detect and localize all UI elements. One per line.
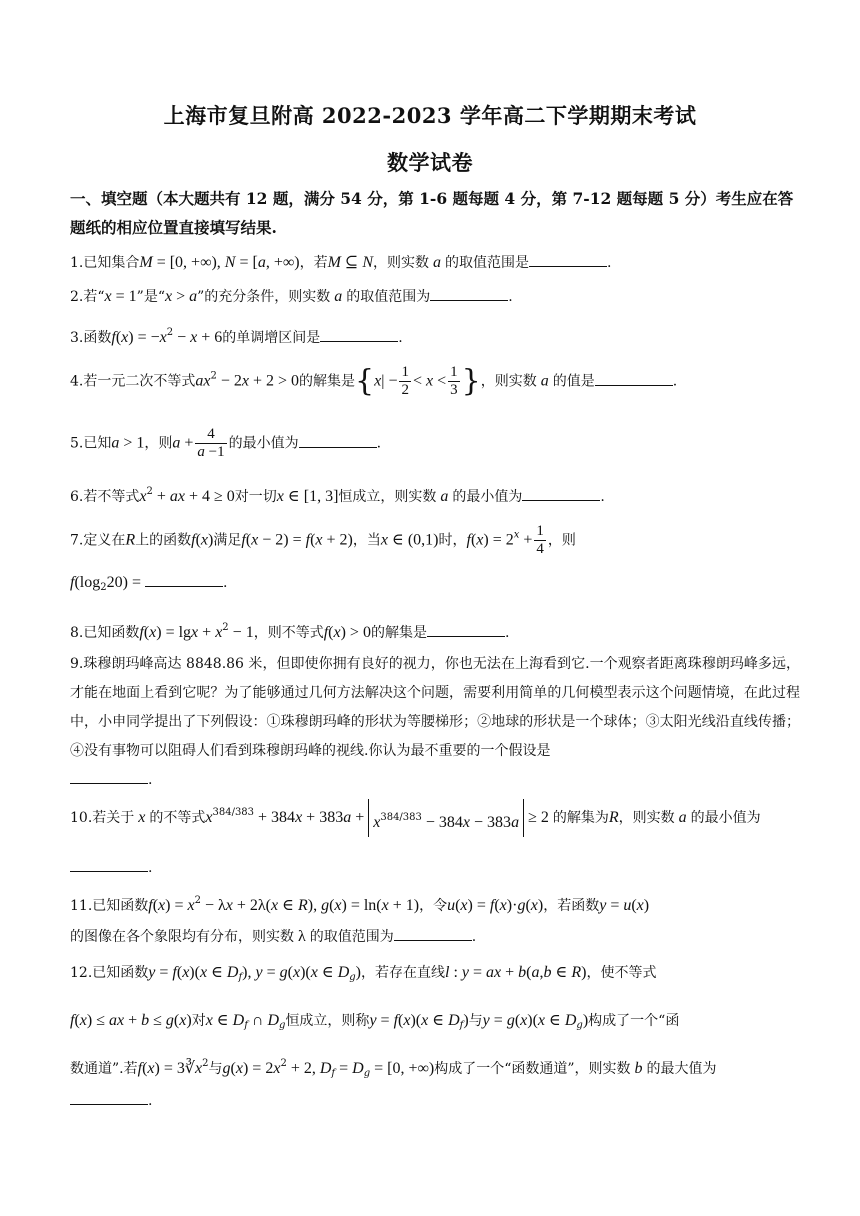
question-9: 9.珠穆朗玛峰高达 8848.86 米，但即使你拥有良好的视力，你也无法在上海看到它.一个观察者距离珠穆朗玛峰多远，才能在地面上看到它呢？为了能够通过几何方法解决这个问题，需要利用简单的几何模型表示这个问题情境，在此过程中，小申同学提出了下列假设：①珠穆朗玛峰的形状为等腰梯形；②地球的形状是一个球体；③太阳光线沿直线传播；④没有事物可以阻碍人们看到珠穆朗玛峰的视线.你认为最不重要的一个假设是 . <box>70 656 800 788</box>
answer-blank[interactable] <box>427 622 505 637</box>
answer-blank[interactable] <box>430 286 508 301</box>
question-12-line-4: . <box>70 1090 800 1112</box>
question-10-line-2: . <box>70 857 800 879</box>
question-12-line-3: 数通道”.若$f(x) = 3∛x^2$与$g(x) = 2x^2 + 2$, $D_f = D_g = [0$, +∞)构成了一个“函数通道”，则实数 b 的最大值为 <box>70 1058 717 1079</box>
exam-title: 上海市复旦附高 2022-2023 学年高二下学期期末考试 <box>163 103 697 128</box>
question-5: 5.已知a > 1，则a + $\frac{4}{a -1}$ 的最小值为 . <box>70 426 382 460</box>
answer-blank[interactable] <box>529 252 607 267</box>
section-header: 一、填空题（本大题共有 12 题，满分 54 分，第 1-6 题每题 4 分，第 7-12 题每题 5 分）考生应在答题纸的相应位置直接填写结果. <box>70 189 794 237</box>
question-7: 7.定义在R上的函数f(x)满足f(x − 2) = f(x + 2)，当x ∈ (0,1)时，$f(x) = 2^x$ + $\frac{1}{4}$ ，则 <box>70 523 576 557</box>
question-11: 11.已知函数$f(x) = x^2 - \lambda x + 2\lambda(x$ ∈ R), g(x) = ln(x + 1)，令u(x) = f(x)·g(x)，若函数y = u(x) <box>70 895 650 914</box>
answer-blank[interactable] <box>145 572 223 587</box>
question-12-line-2: f(x) ≤ ax + b ≤ g(x)对x ∈ $D_f$ ∩ $D_g$恒成立，则称y = f(x)(x ∈ $D_f$)与y = g(x)(x ∈ $D_g$)构成了一个“函 <box>70 1012 680 1031</box>
answer-blank[interactable] <box>595 371 673 386</box>
answer-blank[interactable] <box>70 857 148 872</box>
question-6: 6.若不等式$x^2$ + ax + 4 ≥ 0对一切x ∈ [1, 3]恒成立，则实数 a 的最小值为 . <box>70 486 605 505</box>
question-3: 3.函数$f(x) = -x^2 - x + 6$的单调增区间是 . <box>70 327 403 346</box>
question-1: 1.已知集合M = [0, +∞), N = [a, +∞)，若M ⊆ N，则实数 a 的取值范围是 . <box>70 254 612 271</box>
answer-blank[interactable] <box>522 486 600 501</box>
question-8: 8.已知函数$f(x) = \lg x + x^2 - 1$，则不等式f(x) > 0的解集是 . <box>70 622 510 641</box>
answer-blank[interactable] <box>299 433 377 448</box>
answer-blank[interactable] <box>394 926 472 941</box>
question-2: 2.若“x = 1”是“x > a”的充分条件，则实数 a 的取值范围为 . <box>70 288 513 305</box>
question-10: 10.若关于 x 的不等式$x^{384/383} + 384x + 383a + x^{384/383} - 384x - 383a \ge 2$ 的解集为R，则实数 a 的最小值为 <box>70 799 800 837</box>
question-7-line-2: $f(\log_220)$ = . <box>70 574 228 593</box>
answer-blank[interactable] <box>70 1090 148 1105</box>
answer-blank[interactable] <box>320 327 398 342</box>
exam-subtitle: 数学试卷 <box>387 150 473 175</box>
question-12: 12.已知函数y = f(x)(x ∈ $D_f$), y = g(x)(x ∈ $D_g$)，若存在直线l : y = ax + b(a,b ∈ R)，使不等式 <box>70 964 657 983</box>
question-11-line-2: 的图像在各个象限均有分布，则实数 λ 的取值范围为 . <box>70 928 477 945</box>
question-4: 4.若一元二次不等式$ax^2 - 2x + 2 > 0$的解集是{x| − $\frac{1}{2}$ < x < $\frac{1}{3}$ }，则实数 a 的值是 . <box>70 363 678 399</box>
answer-blank[interactable] <box>70 769 148 784</box>
